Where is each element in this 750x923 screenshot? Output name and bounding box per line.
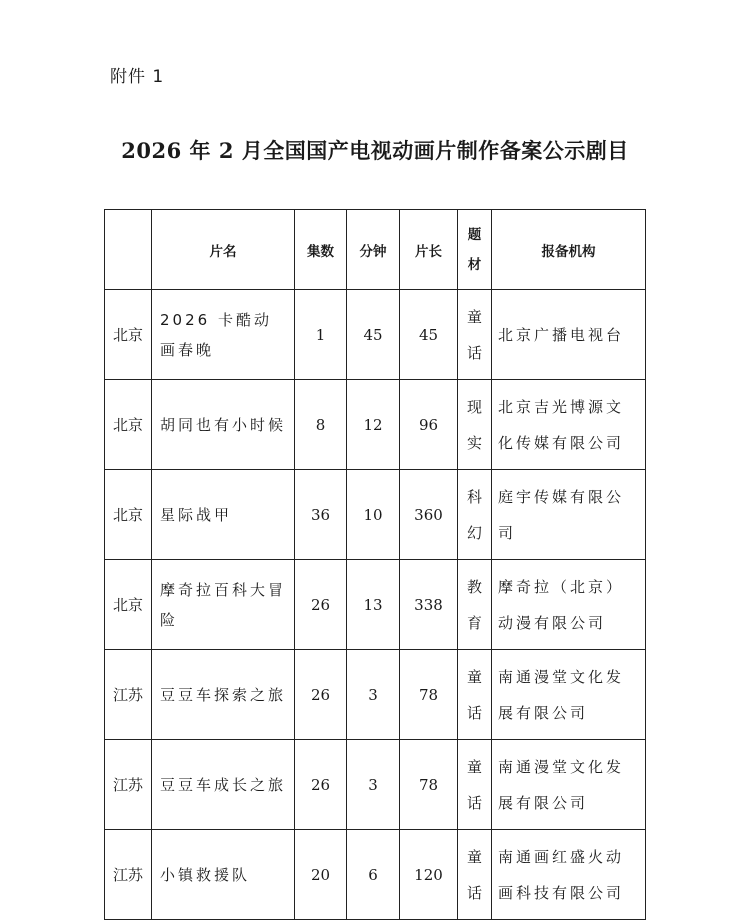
cell-minutes: 45	[347, 290, 400, 380]
cell-minutes: 10	[347, 470, 400, 560]
table-row	[105, 380, 646, 470]
header-length: 片长	[400, 210, 458, 290]
filing-table	[104, 209, 646, 920]
cell-episodes: 20	[295, 830, 347, 920]
cell-genre: 科幻	[458, 470, 492, 560]
header-name: 片名	[152, 210, 295, 290]
table-header-row	[105, 210, 646, 290]
cell-episodes: 36	[295, 470, 347, 560]
header-episodes: 集数	[295, 210, 347, 290]
cell-minutes: 6	[347, 830, 400, 920]
cell-genre: 现实	[458, 380, 492, 470]
cell-name: 星际战甲	[152, 470, 295, 560]
cell-minutes: 13	[347, 560, 400, 650]
cell-region: 江苏	[105, 650, 152, 740]
cell-episodes: 8	[295, 380, 347, 470]
cell-length: 338	[400, 560, 458, 650]
cell-minutes: 12	[347, 380, 400, 470]
cell-region: 北京	[105, 560, 152, 650]
cell-genre: 童话	[458, 740, 492, 830]
header-region	[105, 210, 152, 290]
cell-org: 南通画红盛火动画科技有限公司	[492, 830, 646, 920]
cell-length: 360	[400, 470, 458, 560]
cell-org: 摩奇拉（北京）动漫有限公司	[492, 560, 646, 650]
cell-length: 120	[400, 830, 458, 920]
table-row	[105, 740, 646, 830]
cell-org: 北京吉光博源文化传媒有限公司	[492, 380, 646, 470]
table-row	[105, 290, 646, 380]
cell-region: 江苏	[105, 740, 152, 830]
cell-episodes: 26	[295, 560, 347, 650]
table-row	[105, 470, 646, 560]
cell-length: 78	[400, 650, 458, 740]
cell-genre: 教育	[458, 560, 492, 650]
cell-name: 2026 卡酷动画春晚	[152, 290, 295, 380]
cell-length: 78	[400, 740, 458, 830]
cell-region: 江苏	[105, 830, 152, 920]
cell-name: 豆豆车成长之旅	[152, 740, 295, 830]
cell-length: 96	[400, 380, 458, 470]
attachment-label: 附件 1	[110, 67, 165, 87]
cell-episodes: 26	[295, 740, 347, 830]
table-row	[105, 650, 646, 740]
cell-name: 豆豆车探索之旅	[152, 650, 295, 740]
cell-region: 北京	[105, 470, 152, 560]
cell-genre: 童话	[458, 830, 492, 920]
cell-minutes: 3	[347, 740, 400, 830]
header-genre: 题材	[458, 210, 492, 290]
cell-episodes: 26	[295, 650, 347, 740]
cell-region: 北京	[105, 380, 152, 470]
document-title: 2026 年 2 月全国国产电视动画片制作备案公示剧目	[121, 138, 629, 163]
cell-name: 小镇救援队	[152, 830, 295, 920]
cell-org: 南通漫堂文化发展有限公司	[492, 740, 646, 830]
cell-genre: 童话	[458, 650, 492, 740]
header-org: 报备机构	[492, 210, 646, 290]
cell-org: 北京广播电视台	[492, 290, 646, 380]
table-row	[105, 560, 646, 650]
cell-genre: 童话	[458, 290, 492, 380]
cell-org: 南通漫堂文化发展有限公司	[492, 650, 646, 740]
cell-episodes: 1	[295, 290, 347, 380]
cell-minutes: 3	[347, 650, 400, 740]
cell-name: 胡同也有小时候	[152, 380, 295, 470]
cell-name: 摩奇拉百科大冒险	[152, 560, 295, 650]
header-minutes: 分钟	[347, 210, 400, 290]
cell-region: 北京	[105, 290, 152, 380]
cell-length: 45	[400, 290, 458, 380]
table-row	[105, 830, 646, 920]
cell-org: 庭宇传媒有限公司	[492, 470, 646, 560]
